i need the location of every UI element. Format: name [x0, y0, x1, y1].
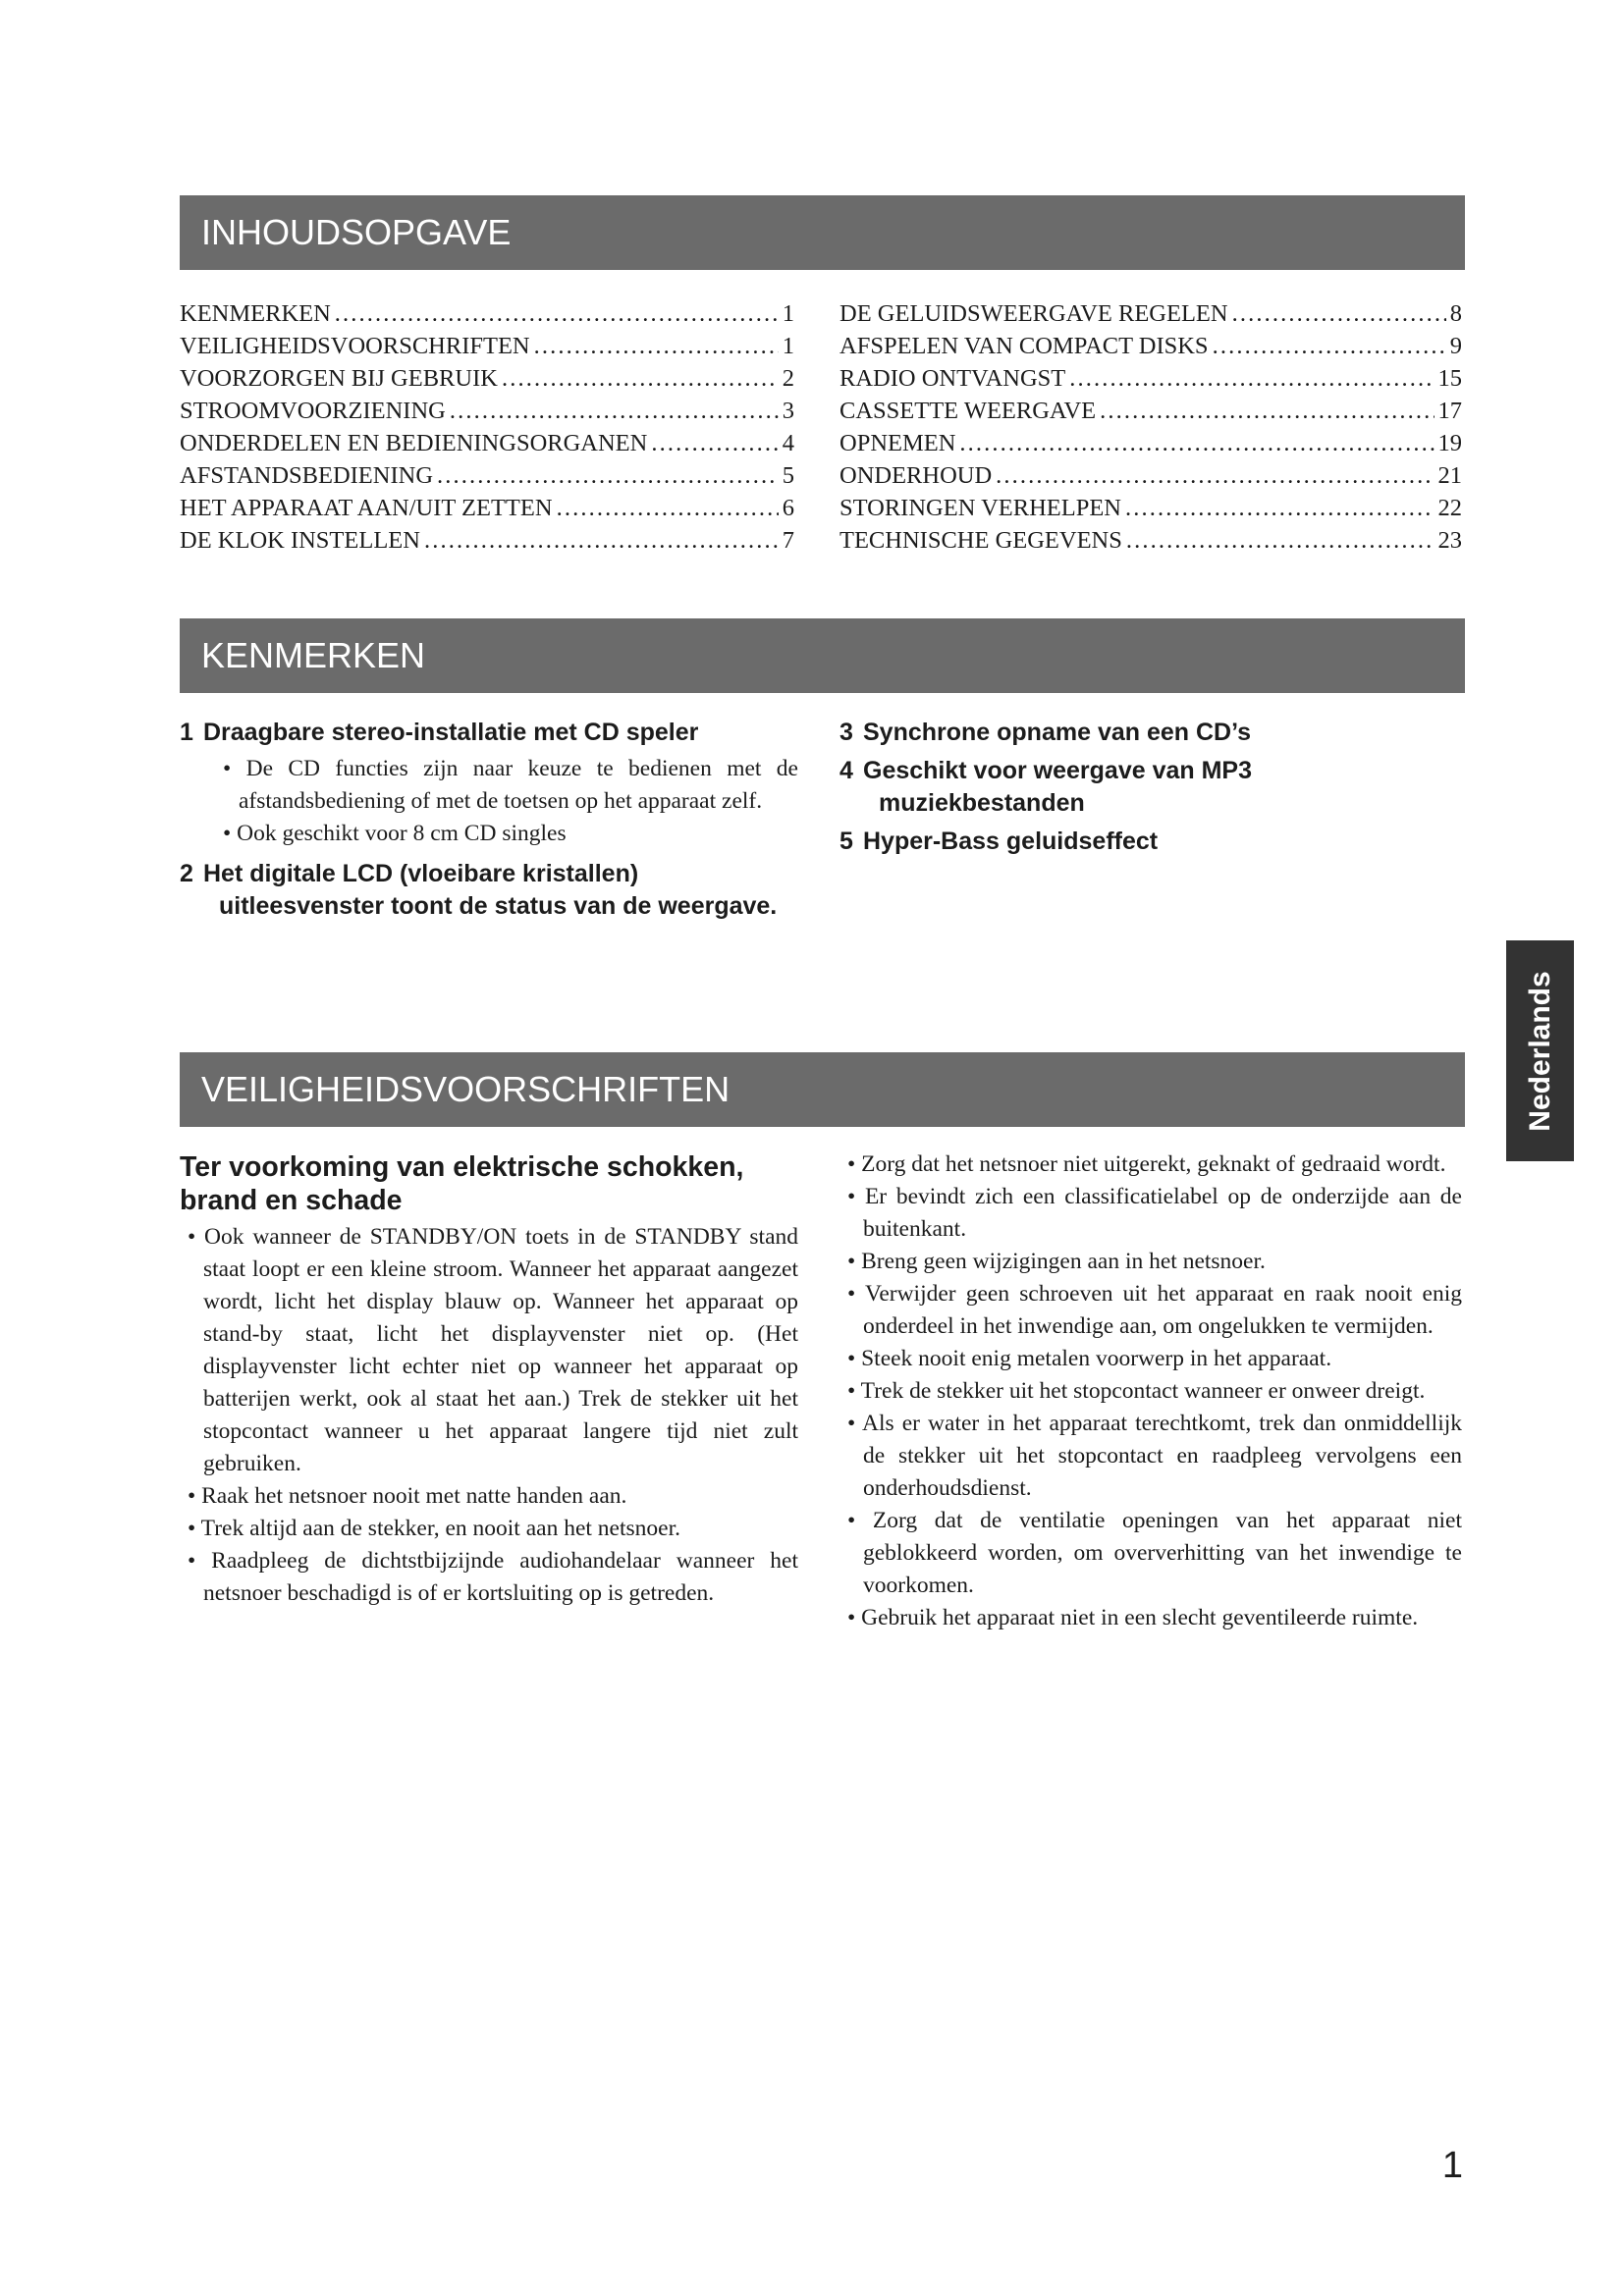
safety-bullet: • Zorg dat de ventilatie openingen van het apparaat niet geblokkeerd worden, om oververhitting van het inwendige te voorkomen.	[847, 1508, 1462, 1598]
feature-item	[180, 717, 798, 850]
safety-bullet: • Raadpleeg de dichtstbijzijnde audiohandelaar wanneer het netsnoer beschadigd is of er kortsluiting op is getreden.	[188, 1548, 798, 1606]
feature-text: Hyper-Bass geluidseffect	[863, 828, 1159, 855]
toc-entry-label: AFSPELEN VAN COMPACT DISKS	[839, 333, 1209, 359]
safety-bullet: • Raak het netsnoer nooit met natte handen aan.	[188, 1483, 627, 1509]
toc-entry-page: 1	[782, 300, 794, 327]
toc-entry-page: 23	[1437, 527, 1462, 554]
toc-left-column	[180, 297, 794, 557]
toc-leader	[651, 427, 778, 459]
toc-entry-label: AFSTANDSBEDIENING	[180, 462, 434, 489]
safety-bullet: • Er bevindt zich een classificatielabel op de onderzijde aan de buitenkant.	[847, 1184, 1462, 1242]
toc-entry-label: ONDERHOUD	[839, 462, 993, 489]
toc-leader	[1232, 297, 1446, 330]
feature-title	[180, 717, 798, 749]
toc-entry-label: OPNEMEN	[839, 430, 956, 456]
toc-entry-page: 22	[1437, 495, 1462, 521]
toc-entry-label: STROOMVOORZIENING	[180, 398, 446, 424]
toc-entry-label: CASSETTE WEERGAVE	[839, 398, 1097, 424]
safety-bullet: • Trek de stekker uit het stopcontact wanneer er onweer dreigt.	[847, 1378, 1426, 1404]
feature-number: 1	[180, 719, 193, 746]
toc-leader	[1213, 330, 1446, 362]
toc-entry-label: STORINGEN VERHELPEN	[839, 495, 1121, 521]
feature-text: Het digitale LCD (vloeibare kristallen)	[203, 860, 639, 887]
feature-text: Geschikt voor weergave van MP3	[863, 757, 1253, 784]
feature-text-cont: muziekbestanden	[879, 789, 1085, 817]
toc-entry-label: VEILIGHEIDSVOORSCHRIFTEN	[180, 333, 530, 359]
safety-bullet: • Gebruik het apparaat niet in een slecht geventileerde ruimte.	[847, 1605, 1419, 1630]
features-right-column	[839, 717, 1458, 862]
toc-leader	[502, 362, 779, 395]
toc-entry-page: 3	[782, 398, 794, 424]
toc-entry-page: 15	[1437, 365, 1462, 392]
safety-bullet: • Als er water in het apparaat terechtkomt, trek dan onmiddellijk de stekker uit het stopcontact en raadpleeg vervolgens een onderhoudsdienst.	[847, 1411, 1462, 1501]
toc-entry-page: 6	[782, 495, 794, 521]
feature-number: 5	[839, 828, 853, 855]
toc-entry[interactable]	[180, 362, 794, 395]
toc-entry-label: KENMERKEN	[180, 300, 331, 327]
toc-entry-page: 2	[782, 365, 794, 392]
safety-header: VEILIGHEIDSVOORSCHRIFTEN	[180, 1052, 1465, 1127]
toc-entry-page: 17	[1437, 398, 1462, 424]
toc-entry[interactable]	[180, 330, 794, 362]
feature-bullet: • De CD functies zijn naar keuze te bedienen met de afstandsbediening of met de toetsen op het apparaat zelf.	[223, 756, 798, 814]
safety-bullet: • Ook wanneer de STANDBY/ON toets in de STANDBY stand staat loopt er een kleine stroom. Wanneer het apparaat aangezet wordt, licht het display blauw op. Wanneer het apparaat op stand-by staat, licht het displayvenster niet op. (Het displayvenster licht echter niet op wanneer het apparaat op batterijen werkt, ook al staat het aan.) Trek de stekker uit het stopcontact wanneer u het apparaat langere tijd niet zult gebruiken.	[188, 1224, 798, 1476]
toc-entry-page: 21	[1437, 462, 1462, 489]
safety-heading: Ter voorkoming van elektrische schokken, brand en schade	[180, 1151, 744, 1216]
toc-right-column	[839, 297, 1462, 557]
toc-entry-page: 8	[1449, 300, 1462, 327]
safety-bullet: • Zorg dat het netsnoer niet uitgerekt, geknakt of gedraaid wordt.	[847, 1151, 1446, 1177]
toc-entry[interactable]	[839, 427, 1462, 459]
toc-entry-label: HET APPARAAT AAN/UIT ZETTEN	[180, 495, 553, 521]
toc-entry-label: DE KLOK INSTELLEN	[180, 527, 420, 554]
toc-leader	[424, 524, 779, 557]
page-number: 1	[1441, 2145, 1463, 2186]
toc-entry[interactable]	[180, 492, 794, 524]
feature-text-cont: uitleesvenster toont de status van de weergave.	[219, 892, 778, 920]
safety-bullet: • Steek nooit enig metalen voorwerp in het apparaat.	[847, 1346, 1332, 1371]
toc-leader	[335, 297, 779, 330]
toc-entry[interactable]	[839, 492, 1462, 524]
toc-entry-page: 5	[782, 462, 794, 489]
features-header: KENMERKEN	[180, 618, 1465, 693]
feature-item	[839, 717, 1458, 749]
feature-item	[839, 826, 1458, 858]
toc-leader	[1069, 362, 1434, 395]
safety-bullet: • Trek altijd aan de stekker, en nooit aan het netsnoer.	[188, 1516, 680, 1541]
toc-leader	[534, 330, 779, 362]
toc-leader	[437, 459, 779, 492]
feature-number: 3	[839, 719, 853, 746]
toc-entry-page: 4	[782, 430, 794, 456]
toc-entry[interactable]	[180, 459, 794, 492]
language-side-tab	[1506, 940, 1574, 1161]
toc-entry[interactable]	[839, 395, 1462, 427]
toc-entry-page: 7	[782, 527, 794, 554]
toc-leader	[996, 459, 1434, 492]
toc-entry-label: TECHNISCHE GEGEVENS	[839, 527, 1122, 554]
feature-title	[180, 858, 798, 923]
safety-left-column	[180, 1150, 798, 1610]
toc-entry-page: 1	[782, 333, 794, 359]
safety-bullet: • Breng geen wijzigingen aan in het netsnoer.	[847, 1249, 1266, 1274]
toc-entry-label: RADIO ONTVANGST	[839, 365, 1066, 392]
safety-right-column	[839, 1148, 1462, 1634]
toc-leader	[959, 427, 1434, 459]
safety-bullet: • Verwijder geen schroeven uit het apparaat en raak nooit enig onderdeel in het inwendige aan, om ongelukken te vermijden.	[847, 1281, 1462, 1339]
toc-entry[interactable]	[839, 330, 1462, 362]
toc-entry[interactable]	[180, 297, 794, 330]
toc-entry-page: 19	[1437, 430, 1462, 456]
toc-entry[interactable]	[180, 395, 794, 427]
toc-leader	[1126, 524, 1435, 557]
toc-entry[interactable]	[180, 427, 794, 459]
toc-header: INHOUDSOPGAVE	[180, 195, 1465, 270]
feature-text: Synchrone opname van een CD’s	[863, 719, 1252, 746]
feature-number: 4	[839, 757, 853, 784]
toc-entry[interactable]	[839, 297, 1462, 330]
language-label: Nederlands	[1523, 970, 1556, 1132]
feature-number: 2	[180, 860, 193, 887]
feature-text: Draagbare stereo-installatie met CD speler	[203, 719, 699, 746]
toc-entry[interactable]	[839, 362, 1462, 395]
toc-entry-label: ONDERDELEN EN BEDIENINGSORGANEN	[180, 430, 648, 456]
toc-entry-label: VOORZORGEN BIJ GEBRUIK	[180, 365, 498, 392]
feature-bullet: • Ook geschikt voor 8 cm CD singles	[223, 821, 567, 846]
toc-leader	[1100, 395, 1434, 427]
toc-entry-page: 9	[1449, 333, 1462, 359]
toc-leader	[450, 395, 779, 427]
feature-item	[180, 858, 798, 923]
features-left-column	[180, 717, 798, 927]
feature-item	[839, 755, 1458, 820]
toc-leader	[1125, 492, 1435, 524]
toc-entry[interactable]	[839, 524, 1462, 557]
toc-leader	[557, 492, 779, 524]
toc-entry[interactable]	[180, 524, 794, 557]
toc-entry[interactable]	[839, 459, 1462, 492]
toc-entry-label: DE GELUIDSWEERGAVE REGELEN	[839, 300, 1228, 327]
